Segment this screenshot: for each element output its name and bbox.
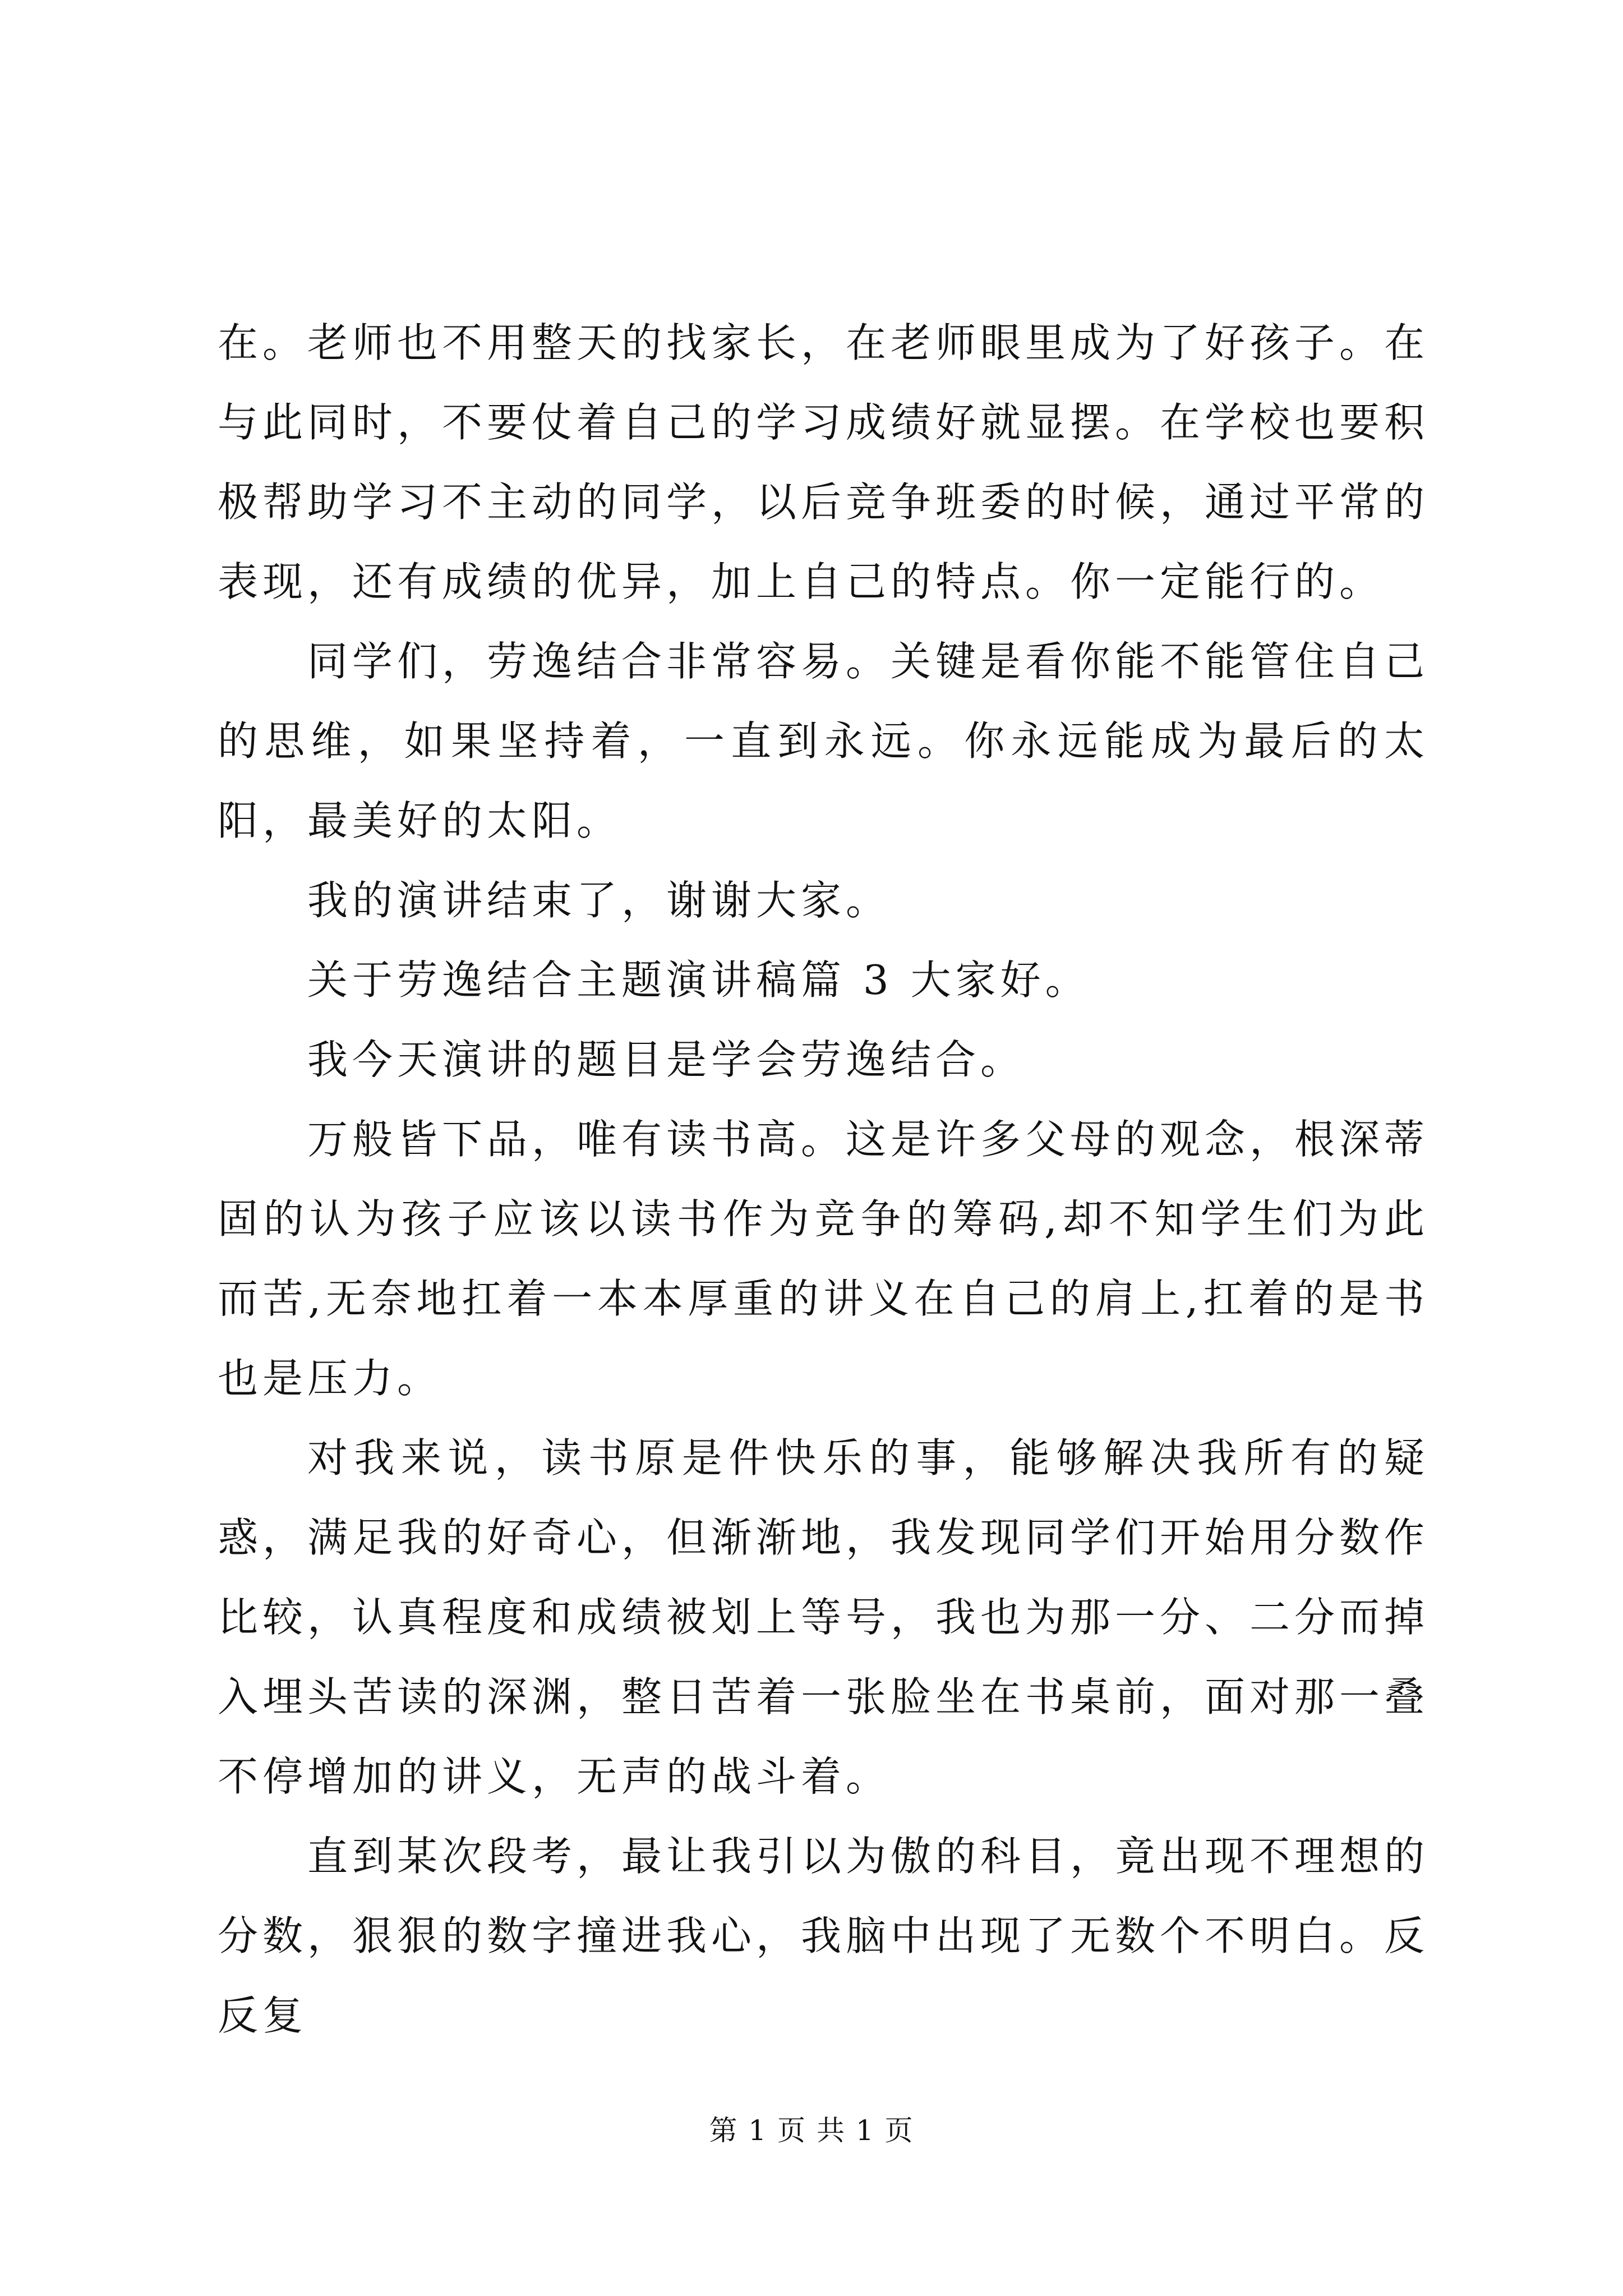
paragraph-7: 对我来说，读书原是件快乐的事，能够解决我所有的疑惑，满足我的好奇心，但渐渐地，我发现同学们开始用分数作比较，认真程度和成绩被划上等号，我也为那一分、二分而掉入埋头苦读的深渊，整日苦着一张脸坐在书桌前，面对那一叠不停增加的讲义，无声的战斗着。: [218, 1434, 1430, 1800]
paragraph-6: 万般皆下品，唯有读书高。这是许多父母的观念，根深蒂固的认为孩子应该以读书作为竞争的筹码,却不知学生们为此而苦,无奈地扛着一本本厚重的讲义在自己的肩上,扛着的是书也是压力。: [218, 1116, 1430, 1402]
paragraph-2: 同学们，劳逸结合非常容易。关键是看你能不能管住自己的思维，如果坚持着，一直到永远。你永远能成为最后的太阳，最美好的太阳。: [218, 638, 1430, 844]
paragraph-8: 直到某次段考，最让我引以为傲的科目，竟出现不理想的分数，狠狠的数字撞进我心，我脑中出现了无数个不明白。反反复: [218, 1833, 1430, 2039]
paragraph-5: 我今天演讲的题目是学会劳逸结合。: [307, 1036, 1026, 1083]
document-body: [218, 303, 1429, 2055]
paragraph-3: 我的演讲结束了，谢谢大家。: [307, 877, 891, 924]
page-footer: 第 1 页 共 1 页: [709, 2114, 914, 2147]
paragraph-1: 在。老师也不用整天的找家长，在老师眼里成为了好孩子。在与此同时，不要仗着自己的学习成绩好就显摆。在学校也要积极帮助学习不主动的同学，以后竞争班委的时候，通过平常的表现，还有成绩的优异，加上自己的特点。你一定能行的。: [218, 319, 1430, 605]
paragraph-4: 关于劳逸结合主题演讲稿篇 3 大家好。: [307, 956, 1090, 1004]
